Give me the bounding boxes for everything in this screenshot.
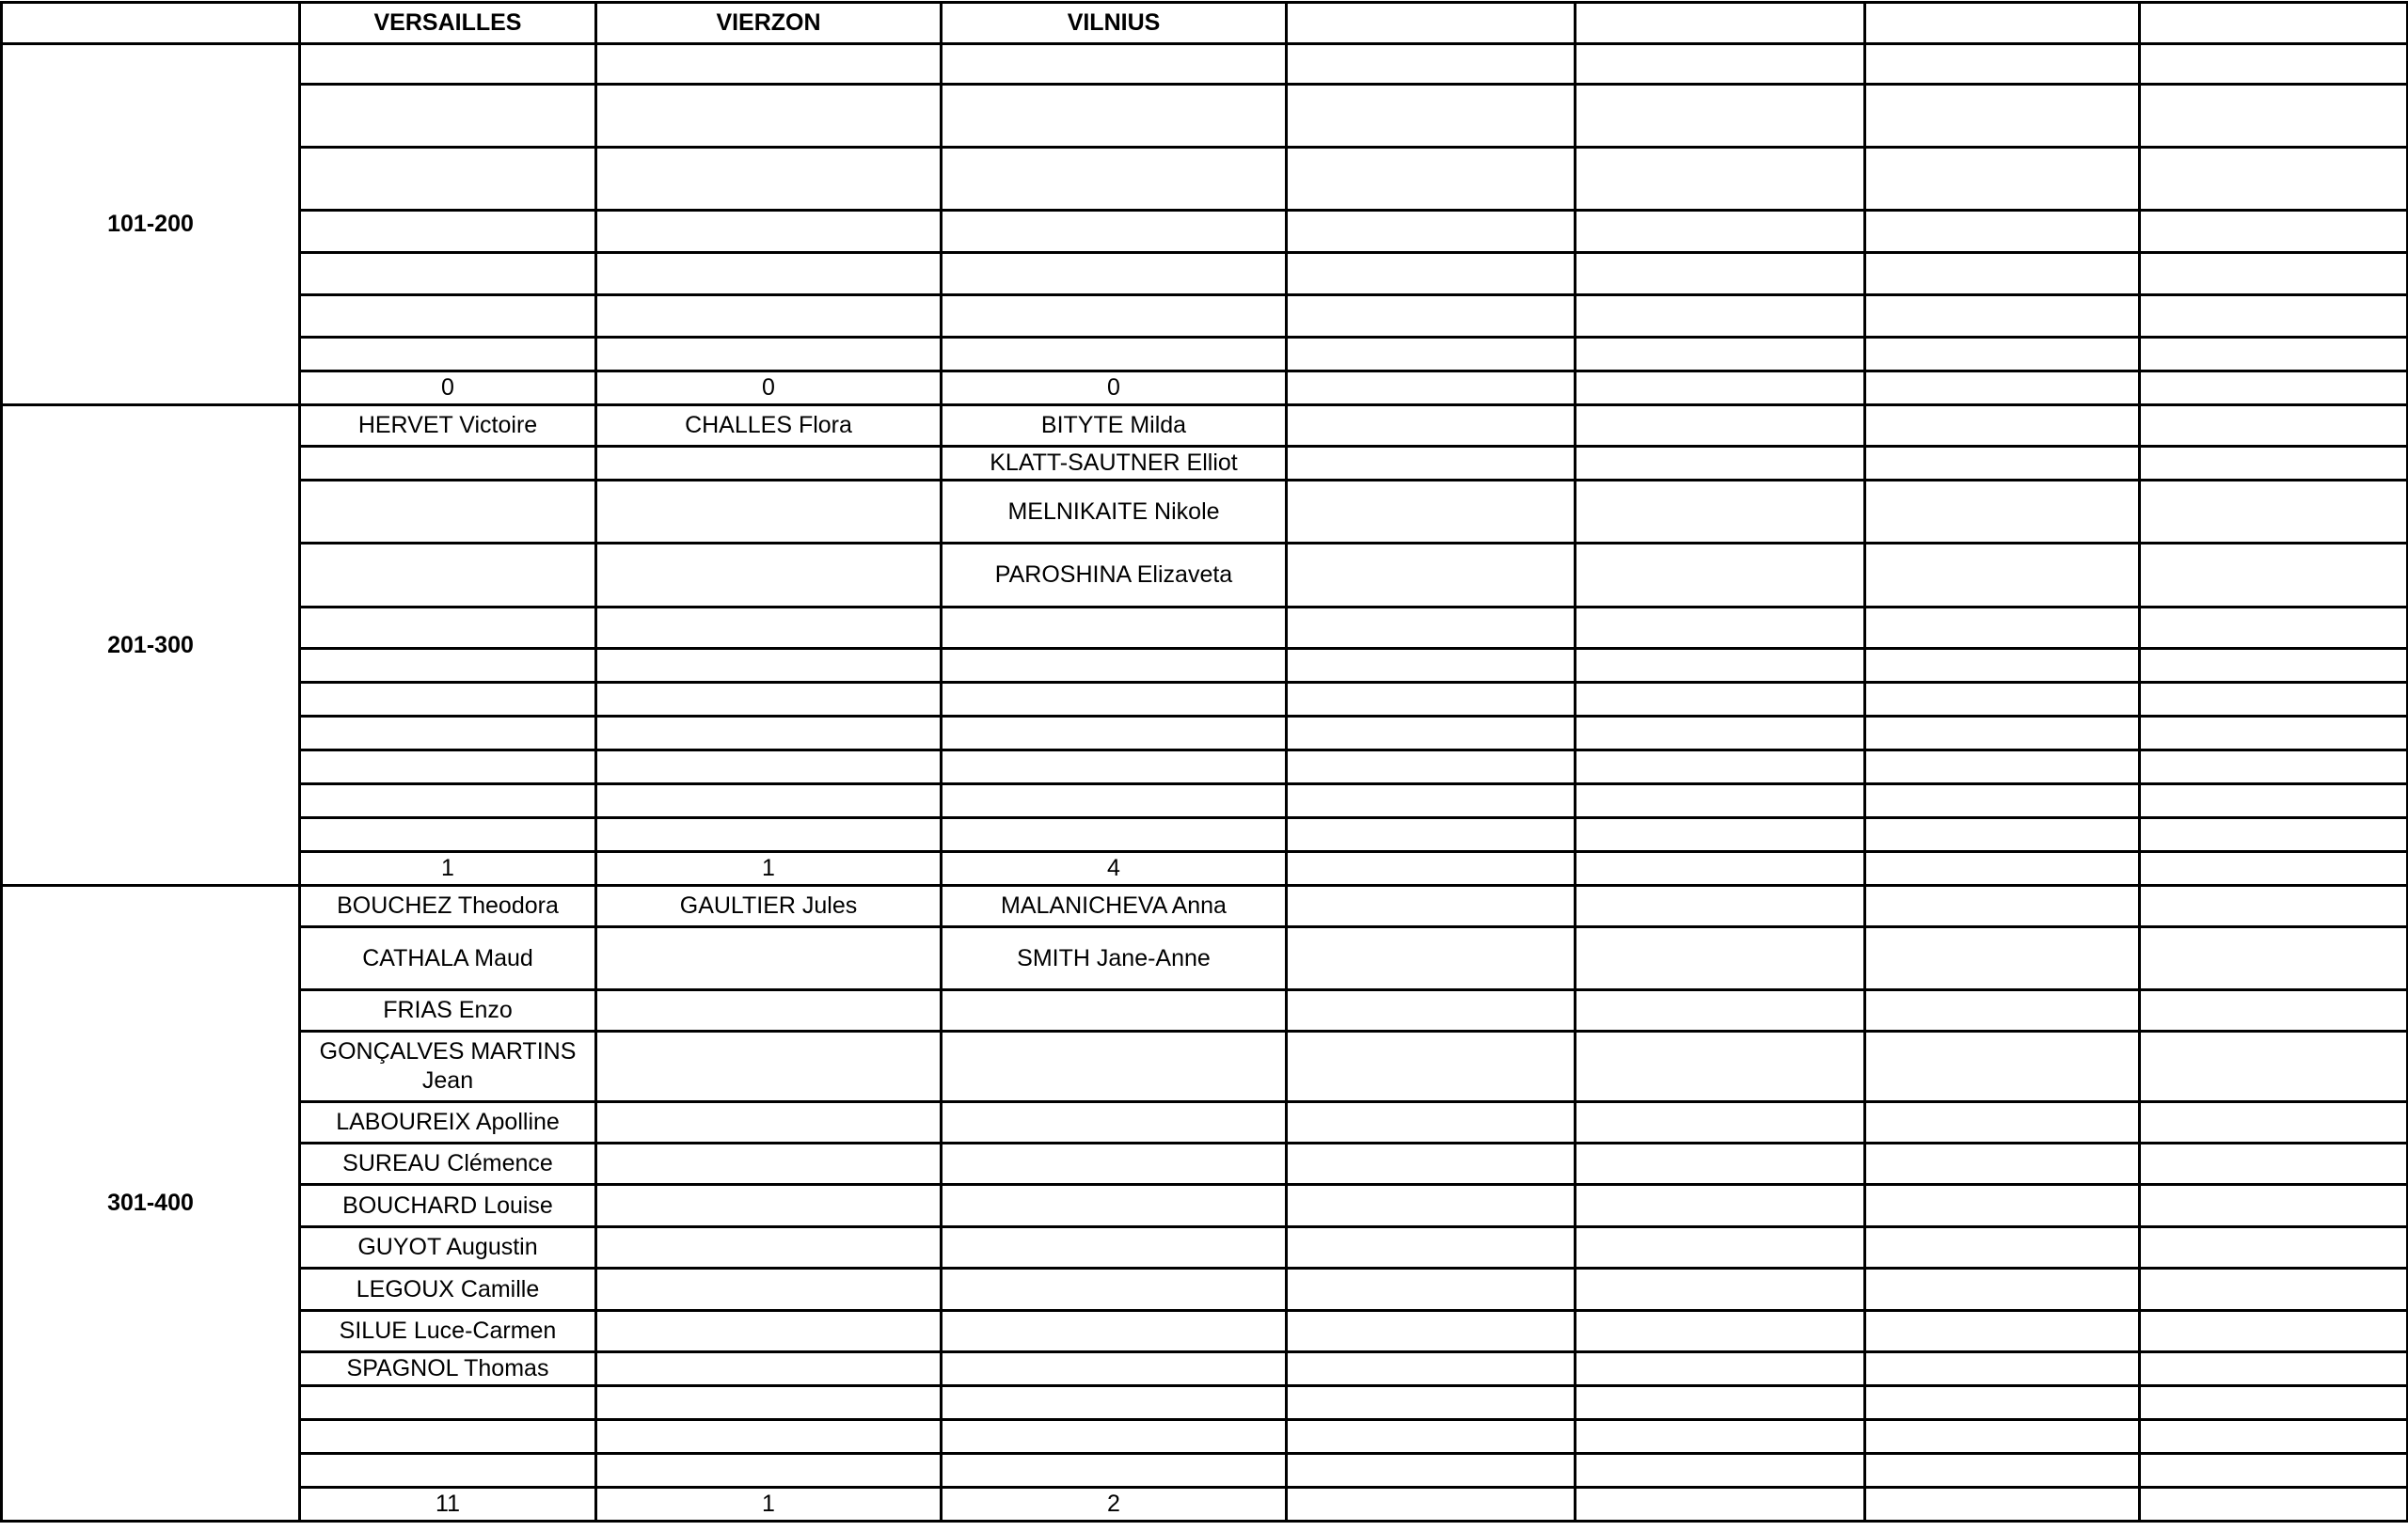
empty-cell[interactable]: [1576, 211, 1865, 253]
name-cell[interactable]: SPAGNOL Thomas: [300, 1352, 596, 1386]
empty-cell[interactable]: [1287, 1488, 1576, 1522]
empty-cell[interactable]: [1576, 886, 1865, 927]
empty-cell[interactable]: [1287, 1454, 1576, 1488]
empty-cell[interactable]: [1576, 1144, 1865, 1185]
empty-cell[interactable]: [1865, 1185, 2140, 1227]
count-cell[interactable]: 11: [300, 1488, 596, 1522]
empty-cell[interactable]: [1865, 750, 2140, 784]
empty-cell[interactable]: [2140, 1386, 2408, 1420]
empty-cell[interactable]: [2140, 85, 2408, 148]
header-row: [2, 3, 2408, 44]
empty-cell[interactable]: [1865, 253, 2140, 295]
name-cell[interactable]: [596, 338, 942, 371]
table-row: [2, 295, 2408, 338]
name-cell[interactable]: [942, 1102, 1287, 1144]
column-header[interactable]: VIERZON: [596, 3, 942, 44]
empty-cell[interactable]: [1576, 405, 1865, 447]
name-cell[interactable]: CATHALA Maud: [300, 927, 596, 990]
empty-cell[interactable]: [2140, 371, 2408, 405]
empty-cell[interactable]: [1865, 1269, 2140, 1311]
empty-cell[interactable]: [1576, 1488, 1865, 1522]
count-cell[interactable]: 0: [596, 371, 942, 405]
empty-cell[interactable]: [1576, 750, 1865, 784]
name-cell[interactable]: [596, 608, 942, 649]
empty-cell[interactable]: [1865, 886, 2140, 927]
name-cell[interactable]: [596, 1185, 942, 1227]
name-cell[interactable]: [596, 683, 942, 717]
table-row: [2, 44, 2408, 85]
empty-cell[interactable]: [1576, 717, 1865, 750]
name-cell[interactable]: [596, 447, 942, 481]
table-row: [2, 927, 2408, 990]
name-cell[interactable]: [942, 649, 1287, 683]
name-cell[interactable]: [942, 44, 1287, 85]
table-row: [2, 85, 2408, 148]
empty-cell[interactable]: [1865, 990, 2140, 1032]
column-header[interactable]: [1576, 3, 1865, 44]
empty-cell[interactable]: [1865, 44, 2140, 85]
table-row: [2, 544, 2408, 608]
empty-cell[interactable]: [1576, 852, 1865, 886]
table-row: [2, 1185, 2408, 1227]
empty-cell[interactable]: [1865, 649, 2140, 683]
table-row: [2, 1311, 2408, 1352]
empty-cell[interactable]: [2140, 649, 2408, 683]
empty-cell[interactable]: [1576, 1102, 1865, 1144]
empty-cell[interactable]: [1576, 295, 1865, 338]
empty-cell[interactable]: [1576, 818, 1865, 852]
empty-cell[interactable]: [1576, 608, 1865, 649]
name-cell[interactable]: [300, 295, 596, 338]
empty-cell[interactable]: [1865, 818, 2140, 852]
count-cell[interactable]: 1: [300, 852, 596, 886]
name-cell[interactable]: [942, 683, 1287, 717]
name-cell[interactable]: [300, 481, 596, 544]
name-cell[interactable]: [942, 1227, 1287, 1269]
name-cell[interactable]: [596, 253, 942, 295]
total-row: [2, 1488, 2408, 1522]
name-cell[interactable]: [942, 338, 1287, 371]
table-row: [2, 1102, 2408, 1144]
name-cell[interactable]: [596, 1144, 942, 1185]
empty-cell[interactable]: [1287, 295, 1576, 338]
count-cell[interactable]: 1: [596, 852, 942, 886]
name-cell[interactable]: MALANICHEVA Anna: [942, 886, 1287, 927]
column-header[interactable]: VERSAILLES: [300, 3, 596, 44]
name-cell[interactable]: [596, 295, 942, 338]
name-cell[interactable]: [942, 85, 1287, 148]
empty-cell[interactable]: [1576, 338, 1865, 371]
name-cell[interactable]: KLATT-SAUTNER Elliot: [942, 447, 1287, 481]
name-cell[interactable]: [596, 85, 942, 148]
empty-cell[interactable]: [1865, 371, 2140, 405]
table-row: [2, 1386, 2408, 1420]
name-cell[interactable]: [300, 85, 596, 148]
empty-cell[interactable]: [1576, 44, 1865, 85]
empty-cell[interactable]: [2140, 1454, 2408, 1488]
empty-cell[interactable]: [1576, 990, 1865, 1032]
empty-cell[interactable]: [1865, 1420, 2140, 1454]
name-cell[interactable]: [942, 295, 1287, 338]
name-cell[interactable]: MELNIKAITE Nikole: [942, 481, 1287, 544]
name-cell[interactable]: FRIAS Enzo: [300, 990, 596, 1032]
empty-cell[interactable]: [1287, 405, 1576, 447]
empty-cell[interactable]: [1865, 1102, 2140, 1144]
name-cell[interactable]: [596, 481, 942, 544]
table-row: [2, 818, 2408, 852]
name-cell[interactable]: [942, 1032, 1287, 1102]
count-cell[interactable]: 1: [596, 1488, 942, 1522]
table-row: [2, 1352, 2408, 1386]
empty-cell[interactable]: [1287, 481, 1576, 544]
name-cell[interactable]: [300, 784, 596, 818]
empty-cell[interactable]: [1865, 927, 2140, 990]
empty-cell[interactable]: [1287, 717, 1576, 750]
name-cell[interactable]: [942, 253, 1287, 295]
empty-cell[interactable]: [1576, 784, 1865, 818]
name-cell[interactable]: [300, 253, 596, 295]
table-row: [2, 1454, 2408, 1488]
table-row: [2, 1420, 2408, 1454]
empty-cell[interactable]: [1576, 481, 1865, 544]
empty-cell[interactable]: [1865, 1488, 2140, 1522]
name-cell[interactable]: PAROSHINA Elizaveta: [942, 544, 1287, 608]
empty-cell[interactable]: [1287, 1269, 1576, 1311]
empty-cell[interactable]: [2140, 852, 2408, 886]
empty-cell[interactable]: [2140, 1032, 2408, 1102]
empty-cell[interactable]: [1865, 1144, 2140, 1185]
table-row: [2, 481, 2408, 544]
name-cell[interactable]: [300, 750, 596, 784]
table-row: [2, 649, 2408, 683]
name-cell[interactable]: [300, 544, 596, 608]
empty-cell[interactable]: [1865, 447, 2140, 481]
name-cell[interactable]: [596, 1454, 942, 1488]
name-cell[interactable]: BOUCHARD Louise: [300, 1185, 596, 1227]
name-cell[interactable]: [596, 1420, 942, 1454]
table-row: [2, 1144, 2408, 1185]
empty-cell[interactable]: [1865, 1032, 2140, 1102]
rank-range-label[interactable]: 101-200: [2, 44, 300, 405]
count-cell[interactable]: 0: [942, 371, 1287, 405]
table-row: [2, 750, 2408, 784]
empty-cell[interactable]: [1287, 886, 1576, 927]
total-row: [2, 852, 2408, 886]
name-cell[interactable]: [596, 927, 942, 990]
empty-cell[interactable]: [2140, 1311, 2408, 1352]
name-cell[interactable]: [596, 818, 942, 852]
empty-cell[interactable]: [1576, 1311, 1865, 1352]
empty-cell[interactable]: [1865, 295, 2140, 338]
empty-cell[interactable]: [1287, 85, 1576, 148]
empty-cell[interactable]: [1865, 481, 2140, 544]
empty-cell[interactable]: [2140, 818, 2408, 852]
empty-cell[interactable]: [1576, 1269, 1865, 1311]
name-cell[interactable]: [596, 717, 942, 750]
name-cell[interactable]: [942, 750, 1287, 784]
empty-cell[interactable]: [1576, 1386, 1865, 1420]
empty-cell[interactable]: [1865, 1311, 2140, 1352]
name-cell[interactable]: [596, 784, 942, 818]
empty-cell[interactable]: [1287, 211, 1576, 253]
name-cell[interactable]: [300, 211, 596, 253]
empty-cell[interactable]: [1576, 1454, 1865, 1488]
empty-cell[interactable]: [2140, 481, 2408, 544]
empty-cell[interactable]: [1865, 683, 2140, 717]
empty-cell[interactable]: [1287, 1227, 1576, 1269]
empty-cell[interactable]: [1287, 1032, 1576, 1102]
name-cell[interactable]: BOUCHEZ Theodora: [300, 886, 596, 927]
name-cell[interactable]: [596, 990, 942, 1032]
empty-cell[interactable]: [2140, 990, 2408, 1032]
empty-cell[interactable]: [1865, 544, 2140, 608]
table-row: [2, 211, 2408, 253]
empty-cell[interactable]: [2140, 1227, 2408, 1269]
name-cell[interactable]: [300, 1420, 596, 1454]
empty-cell[interactable]: [1865, 211, 2140, 253]
name-cell[interactable]: [942, 1420, 1287, 1454]
empty-cell[interactable]: [2140, 295, 2408, 338]
empty-cell[interactable]: [1865, 1386, 2140, 1420]
empty-cell[interactable]: [1865, 1454, 2140, 1488]
name-cell[interactable]: [300, 1386, 596, 1420]
empty-cell[interactable]: [1865, 85, 2140, 148]
empty-cell[interactable]: [1287, 1311, 1576, 1352]
name-cell[interactable]: CHALLES Flora: [596, 405, 942, 447]
table-row: [2, 1269, 2408, 1311]
name-cell[interactable]: [596, 1102, 942, 1144]
name-cell[interactable]: LABOUREIX Apolline: [300, 1102, 596, 1144]
name-cell[interactable]: [300, 338, 596, 371]
table-row: [2, 683, 2408, 717]
name-cell[interactable]: [300, 608, 596, 649]
empty-cell[interactable]: [2140, 1269, 2408, 1311]
empty-cell[interactable]: [1865, 1352, 2140, 1386]
empty-cell[interactable]: [1576, 1185, 1865, 1227]
total-row: [2, 371, 2408, 405]
empty-cell[interactable]: [1576, 148, 1865, 211]
empty-cell[interactable]: [1287, 818, 1576, 852]
name-cell[interactable]: GAULTIER Jules: [596, 886, 942, 927]
name-cell[interactable]: [942, 1386, 1287, 1420]
empty-cell[interactable]: [2140, 44, 2408, 85]
count-cell[interactable]: 2: [942, 1488, 1287, 1522]
name-cell[interactable]: [942, 818, 1287, 852]
name-cell[interactable]: GUYOT Augustin: [300, 1227, 596, 1269]
rank-range-label[interactable]: 201-300: [2, 405, 300, 886]
empty-cell[interactable]: [1576, 371, 1865, 405]
empty-cell[interactable]: [1287, 371, 1576, 405]
empty-cell[interactable]: [1287, 1386, 1576, 1420]
count-cell[interactable]: 0: [300, 371, 596, 405]
empty-cell[interactable]: [1865, 784, 2140, 818]
table-row: [2, 148, 2408, 211]
table-row: [2, 447, 2408, 481]
empty-cell[interactable]: [1287, 1102, 1576, 1144]
empty-cell[interactable]: [1287, 1420, 1576, 1454]
empty-cell[interactable]: [1865, 338, 2140, 371]
name-cell[interactable]: SUREAU Clémence: [300, 1144, 596, 1185]
empty-cell[interactable]: [1287, 1144, 1576, 1185]
table-row: [2, 405, 2408, 447]
name-cell[interactable]: [300, 44, 596, 85]
table-row: [2, 338, 2408, 371]
empty-cell[interactable]: [1287, 1352, 1576, 1386]
name-cell[interactable]: [942, 1185, 1287, 1227]
name-cell[interactable]: [596, 1386, 942, 1420]
empty-cell[interactable]: [1287, 750, 1576, 784]
name-cell[interactable]: [300, 148, 596, 211]
empty-cell[interactable]: [1576, 1352, 1865, 1386]
empty-cell[interactable]: [2140, 927, 2408, 990]
name-cell[interactable]: [942, 717, 1287, 750]
name-cell[interactable]: [596, 44, 942, 85]
empty-cell[interactable]: [2140, 886, 2408, 927]
name-cell[interactable]: [596, 1227, 942, 1269]
empty-cell[interactable]: [2140, 544, 2408, 608]
column-header[interactable]: [2, 3, 300, 44]
name-cell[interactable]: LEGOUX Camille: [300, 1269, 596, 1311]
rank-range-label[interactable]: 301-400: [2, 886, 300, 1522]
name-cell[interactable]: [942, 1352, 1287, 1386]
name-cell[interactable]: [596, 1032, 942, 1102]
empty-cell[interactable]: [2140, 447, 2408, 481]
empty-cell[interactable]: [2140, 148, 2408, 211]
empty-cell[interactable]: [2140, 608, 2408, 649]
name-cell[interactable]: [942, 1269, 1287, 1311]
name-cell[interactable]: [300, 447, 596, 481]
ranking-table: [0, 1, 2408, 1523]
column-header[interactable]: VILNIUS: [942, 3, 1287, 44]
count-cell[interactable]: 4: [942, 852, 1287, 886]
empty-cell[interactable]: [1287, 44, 1576, 85]
name-cell[interactable]: [300, 1454, 596, 1488]
table-row: [2, 1227, 2408, 1269]
empty-cell[interactable]: [1865, 148, 2140, 211]
name-cell[interactable]: [942, 148, 1287, 211]
name-cell[interactable]: GONÇALVES MARTINS Jean: [300, 1032, 596, 1102]
empty-cell[interactable]: [1865, 717, 2140, 750]
empty-cell[interactable]: [1287, 338, 1576, 371]
empty-cell[interactable]: [2140, 338, 2408, 371]
empty-cell[interactable]: [2140, 1488, 2408, 1522]
empty-cell[interactable]: [1576, 1227, 1865, 1269]
empty-cell[interactable]: [1287, 649, 1576, 683]
name-cell[interactable]: BITYTE Milda: [942, 405, 1287, 447]
name-cell[interactable]: [300, 818, 596, 852]
empty-cell[interactable]: [1865, 852, 2140, 886]
table-row: [2, 1032, 2408, 1102]
empty-cell[interactable]: [1865, 608, 2140, 649]
name-cell[interactable]: [596, 750, 942, 784]
empty-cell[interactable]: [2140, 1185, 2408, 1227]
name-cell[interactable]: [942, 1144, 1287, 1185]
empty-cell[interactable]: [2140, 211, 2408, 253]
name-cell[interactable]: [596, 1352, 942, 1386]
table-row: [2, 608, 2408, 649]
name-cell[interactable]: [942, 784, 1287, 818]
name-cell[interactable]: [942, 1454, 1287, 1488]
name-cell[interactable]: [300, 683, 596, 717]
name-cell[interactable]: [596, 1269, 942, 1311]
empty-cell[interactable]: [2140, 750, 2408, 784]
empty-cell[interactable]: [1287, 784, 1576, 818]
empty-cell[interactable]: [1287, 852, 1576, 886]
empty-cell[interactable]: [2140, 1352, 2408, 1386]
table-row: [2, 784, 2408, 818]
empty-cell[interactable]: [2140, 1102, 2408, 1144]
empty-cell[interactable]: [2140, 1144, 2408, 1185]
empty-cell[interactable]: [1576, 253, 1865, 295]
empty-cell[interactable]: [1576, 927, 1865, 990]
empty-cell[interactable]: [1287, 608, 1576, 649]
empty-cell[interactable]: [1576, 1420, 1865, 1454]
empty-cell[interactable]: [2140, 717, 2408, 750]
table-row: [2, 253, 2408, 295]
empty-cell[interactable]: [1576, 447, 1865, 481]
empty-cell[interactable]: [1287, 927, 1576, 990]
name-cell[interactable]: [942, 990, 1287, 1032]
column-header[interactable]: [1865, 3, 2140, 44]
name-cell[interactable]: [300, 717, 596, 750]
empty-cell[interactable]: [1576, 1032, 1865, 1102]
name-cell[interactable]: [942, 1311, 1287, 1352]
empty-cell[interactable]: [1287, 990, 1576, 1032]
column-header[interactable]: [2140, 3, 2408, 44]
empty-cell[interactable]: [1576, 683, 1865, 717]
table-row: [2, 886, 2408, 927]
empty-cell[interactable]: [1287, 544, 1576, 608]
column-header[interactable]: [1287, 3, 1576, 44]
empty-cell[interactable]: [2140, 784, 2408, 818]
name-cell[interactable]: [596, 544, 942, 608]
empty-cell[interactable]: [2140, 683, 2408, 717]
empty-cell[interactable]: [1287, 447, 1576, 481]
name-cell[interactable]: SMITH Jane-Anne: [942, 927, 1287, 990]
empty-cell[interactable]: [1865, 1227, 2140, 1269]
name-cell[interactable]: [942, 608, 1287, 649]
table-row: [2, 717, 2408, 750]
name-cell[interactable]: [596, 148, 942, 211]
empty-cell[interactable]: [1576, 544, 1865, 608]
name-cell[interactable]: SILUE Luce-Carmen: [300, 1311, 596, 1352]
empty-cell[interactable]: [2140, 405, 2408, 447]
empty-cell[interactable]: [1287, 253, 1576, 295]
name-cell[interactable]: HERVET Victoire: [300, 405, 596, 447]
empty-cell[interactable]: [1576, 649, 1865, 683]
name-cell[interactable]: [596, 1311, 942, 1352]
name-cell[interactable]: [596, 211, 942, 253]
empty-cell[interactable]: [1287, 148, 1576, 211]
empty-cell[interactable]: [1865, 405, 2140, 447]
empty-cell[interactable]: [2140, 253, 2408, 295]
empty-cell[interactable]: [1287, 683, 1576, 717]
name-cell[interactable]: [596, 649, 942, 683]
empty-cell[interactable]: [1576, 85, 1865, 148]
name-cell[interactable]: [300, 649, 596, 683]
table-row: [2, 990, 2408, 1032]
empty-cell[interactable]: [1287, 1185, 1576, 1227]
empty-cell[interactable]: [2140, 1420, 2408, 1454]
name-cell[interactable]: [942, 211, 1287, 253]
